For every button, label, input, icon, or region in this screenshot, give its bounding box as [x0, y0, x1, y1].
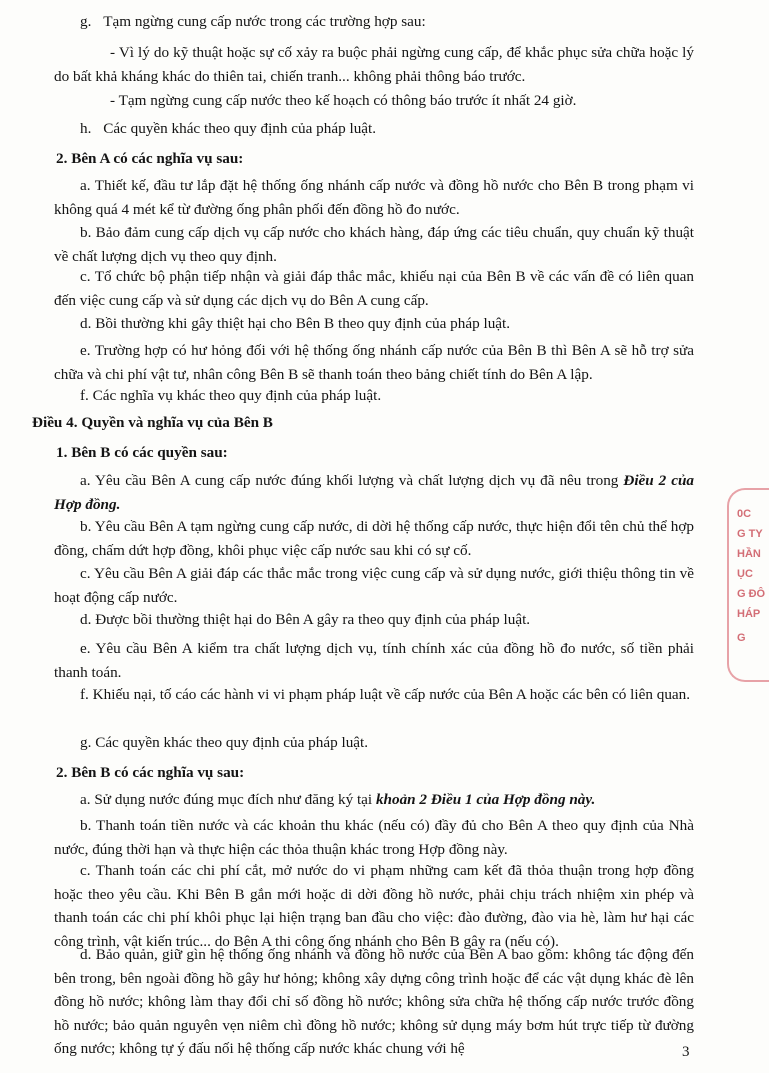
- paragraph-4-2c: c. Thanh toán các chi phí cắt, mở nước do vi phạm những cam kết đã thỏa thuận trong hợp đồng hoặc theo yêu cầu. Khi Bên B gắn mới hoặc di dời đồng hồ nước, phải chịu trách nhiệm xin phép và thanh toán các chi phí khôi phục lại hiện trạng ban đầu cho việc: đào đường, đào via hè, làm hư hại các công trình, vật kiến trúc... do Bên A thi công ống nhánh cho Bên B gây ra (nếu có).: [54, 862, 694, 950]
- paragraph-4-1a: a. Yêu cầu Bên A cung cấp nước đúng khối lượng và chất lượng dịch vụ đã nêu trong Điều 2 của Hợp đồng.: [54, 472, 695, 513]
- paragraph-3h: h. Các quyền khác theo quy định của pháp luật.: [80, 120, 377, 137]
- paragraph-2c: c. Tổ chức bộ phận tiếp nhận và giải đáp thắc mắc, khiếu nại của Bên B về các vấn đề có liên quan đến việc cung cấp và sử dụng các dịch vụ do Bên A cung cấp.: [54, 268, 694, 309]
- paragraph-2d: d. Bồi thường khi gây thiệt hại cho Bên B theo quy định của pháp luật.: [80, 315, 511, 332]
- paragraph-2f: f. Các nghĩa vụ khác theo quy định của pháp luật.: [80, 387, 382, 404]
- paragraph-4-1e: e. Yêu cầu Bên A kiểm tra chất lượng dịch vụ, tính chính xác của đồng hồ đo nước, số tiền phải thanh toán.: [54, 640, 694, 681]
- paragraph-4-2b: b. Thanh toán tiền nước và các khoản thu khác (nếu có) đầy đủ cho Bên A theo quy định của Nhà nước, đúng thời hạn và thực hiện các thỏa thuận khác trong Hợp đồng này.: [54, 817, 694, 858]
- paragraph-2b: b. Bảo đảm cung cấp dịch vụ cấp nước cho khách hàng, đáp ứng các tiêu chuẩn, quy chuẩn kỹ thuật về chất lượng dịch vụ theo quy định.: [54, 224, 695, 265]
- paragraph-2e: e. Trường hợp có hư hỏng đối với hệ thống ống nhánh cấp nước của Bên B thì Bên A sẽ hỗ trợ sửa chữa và chi phí vật tư, nhân công Bên B sẽ thanh toán theo bảng chiết tính do Bên A lập.: [54, 342, 694, 383]
- paragraph-4-1f: f. Khiếu nại, tố cáo các hành vi vi phạm pháp luật về cấp nước của Bên A hoặc các bên có liên quan.: [80, 686, 691, 703]
- section-heading-a-obligations: 2. Bên A có các nghĩa vụ sau:: [56, 150, 244, 167]
- paragraph-4-1c: c. Yêu cầu Bên A giải đáp các thắc mắc trong việc cung cấp và sử dụng nước, giới thiệu thông tin về hoạt động cấp nước.: [54, 565, 695, 606]
- section-heading-b-obligations: 2. Bên B có các nghĩa vụ sau:: [56, 764, 245, 781]
- paragraph-3g-bullet-1: - Vì lý do kỹ thuật hoặc sự cố xảy ra buộc phải ngừng cung cấp, để khắc phục sửa chữa hoặc lý do bất khả kháng khác do thiên tai, chiến tranh... không phải thông báo trước.: [54, 44, 694, 85]
- paragraph-2a: a. Thiết kế, đầu tư lắp đặt hệ thống ống nhánh cấp nước và đồng hồ nước cho Bên B trong phạm vi không quá 4 mét kể từ đường ống phân phối đến đồng hồ đo nước.: [54, 177, 694, 218]
- paragraph-4-2a: a. Sử dụng nước đúng mục đích như đăng ký tại khoản 2 Điều 1 của Hợp đồng này.: [80, 791, 596, 808]
- section-heading-b-rights: 1. Bên B có các quyền sau:: [56, 444, 228, 461]
- paragraph-4-2d: d. Bảo quản, giữ gìn hệ thống ống nhánh và đồng hồ nước của Bên A bao gồm: không tác động đến bên trong, bên ngoài đồng hồ gây hư hỏng; không xây dựng công trình hoặc để các vật dụng khác đè lên đồng hồ nước; không làm thay đổi chỉ số đồng hồ nước; không sửa chữa hệ thống cấp nước trước đồng hồ nước; bảo quản nguyên vẹn niêm chì đồng hồ nước; không sử dụng máy bơm hút trực tiếp từ đường ống nước; không tự ý đấu nối hệ thống cấp nước khác chung với hệ: [54, 946, 695, 1057]
- article-4-title: Điều 4. Quyền và nghĩa vụ của Bên B: [32, 414, 273, 431]
- red-stamp-fragment: 0C G TY HẦN ỤC G ĐÔ HÁP G: [727, 488, 769, 682]
- paragraph-4-1g: g. Các quyền khác theo quy định của pháp luật.: [80, 734, 369, 751]
- contract-reference: Điều 2 của Hợp đồng.: [54, 472, 695, 513]
- paragraph-3g-bullet-2: - Tạm ngừng cung cấp nước theo kế hoạch có thông báo trước ít nhất 24 giờ.: [110, 92, 577, 109]
- paragraph-4-1b: b. Yêu cầu Bên A tạm ngừng cung cấp nước, di dời hệ thống cấp nước, thực hiện đổi tên chủ thể hợp đồng, chấm dứt hợp đồng, khôi phục việc cấp nước sau khi có sự cố.: [54, 518, 695, 559]
- paragraph-3g: g. Tạm ngừng cung cấp nước trong các trường hợp sau:: [80, 13, 426, 30]
- page-number: 3: [682, 1044, 690, 1060]
- contract-reference: khoản 2 Điều 1 của Hợp đồng này.: [375, 791, 596, 808]
- paragraph-4-1d: d. Được bồi thường thiệt hại do Bên A gây ra theo quy định của pháp luật.: [80, 611, 531, 628]
